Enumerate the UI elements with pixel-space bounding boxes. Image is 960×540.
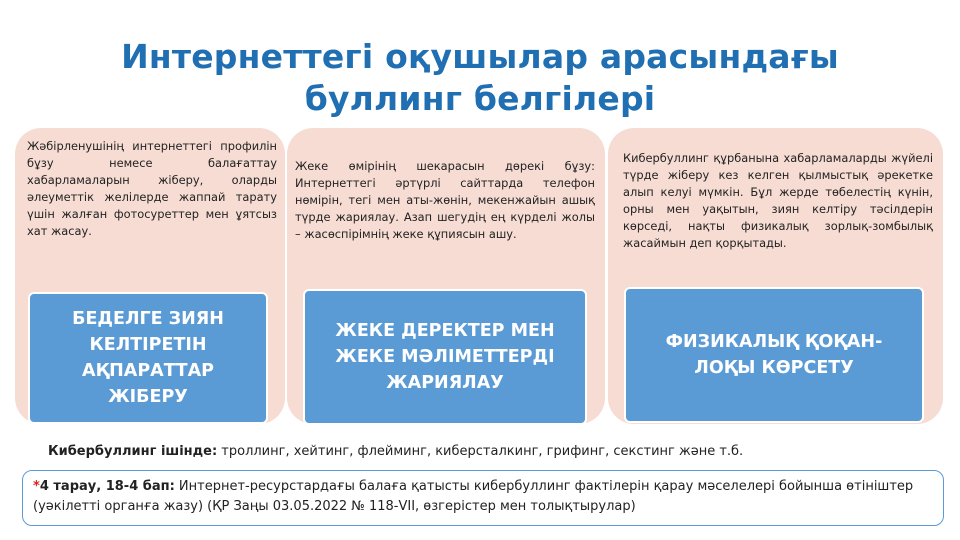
footnote-star: * bbox=[33, 479, 40, 494]
sign-card-physical-threat bbox=[608, 128, 943, 424]
page-title bbox=[60, 36, 900, 120]
law-reference-note bbox=[22, 470, 944, 526]
card-badge: ЖЕКЕ ДЕРЕКТЕР МЕН ЖЕКЕ МӘЛІМЕТТЕРДІ ЖАРИЯЛАУ bbox=[303, 289, 587, 425]
page-title-line-2: буллинг белгілері bbox=[304, 79, 656, 118]
card-description: Кибербуллинг құрбанына хабарламаларды жүйелі түрде жіберу кез келген қылмыстық әрекетке алып келуі мүмкін. Бұл жерде төбелестің күнін, орны мен уақытын, зиян келтіру тәсілдерін көрседі, нақты физикалық зорлық-зомбылық жасаймын деп қорқытады. bbox=[623, 151, 933, 250]
card-description: Жеке өмірінің шекарасын дөрекі бұзу: Интернеттегі әртүрлі сайттарда телефон нөмірін, тегі мен аты-жөнін, мекенжайын ашық түрде жариялау. Азап шегудің ең күрделі жолы – жасөспірімнің жеке құпиясын ашу. bbox=[295, 159, 595, 241]
card-description: Жәбірленушінің интернеттегі профилін бұзу немесе балағаттау хабарламаларын жіберу, оларды әлеуметтік желілерде жаппай тарату үшін жалған фотосуреттер мен ұятсыз хат жасау. bbox=[27, 139, 277, 238]
sign-card-reputation bbox=[15, 128, 285, 424]
law-article-ref: 4 тарау, 18-4 бап: bbox=[39, 479, 175, 494]
sign-card-personal-data bbox=[287, 128, 605, 424]
card-badge: ФИЗИКАЛЫҚ ҚОҚАН-ЛОҚЫ КӨРСЕТУ bbox=[624, 287, 924, 423]
page-title-line-1: Интернеттегі оқушылар арасындағы bbox=[121, 37, 839, 76]
cyberbullying-types bbox=[48, 444, 743, 459]
law-reference-text: Интернет-ресурстардағы балаға қатысты кибербуллинг фактілерін қарау мәселелері бойынша өтініштер (уәкілетті органға жазу) (ҚР Заңы 03.05.2022 № 118-VII, өзгерістер мен толықтырулар) bbox=[33, 479, 914, 514]
cyberbullying-types-list: троллинг, хейтинг, флейминг, киберсталкинг, грифинг, секстинг және т.б. bbox=[217, 444, 744, 459]
card-badge: БЕДЕЛГЕ ЗИЯН КЕЛТІРЕТІН АҚПАРАТТАР ЖІБЕРУ bbox=[28, 292, 268, 424]
cyberbullying-types-label: Кибербуллинг ішінде: bbox=[48, 444, 218, 459]
